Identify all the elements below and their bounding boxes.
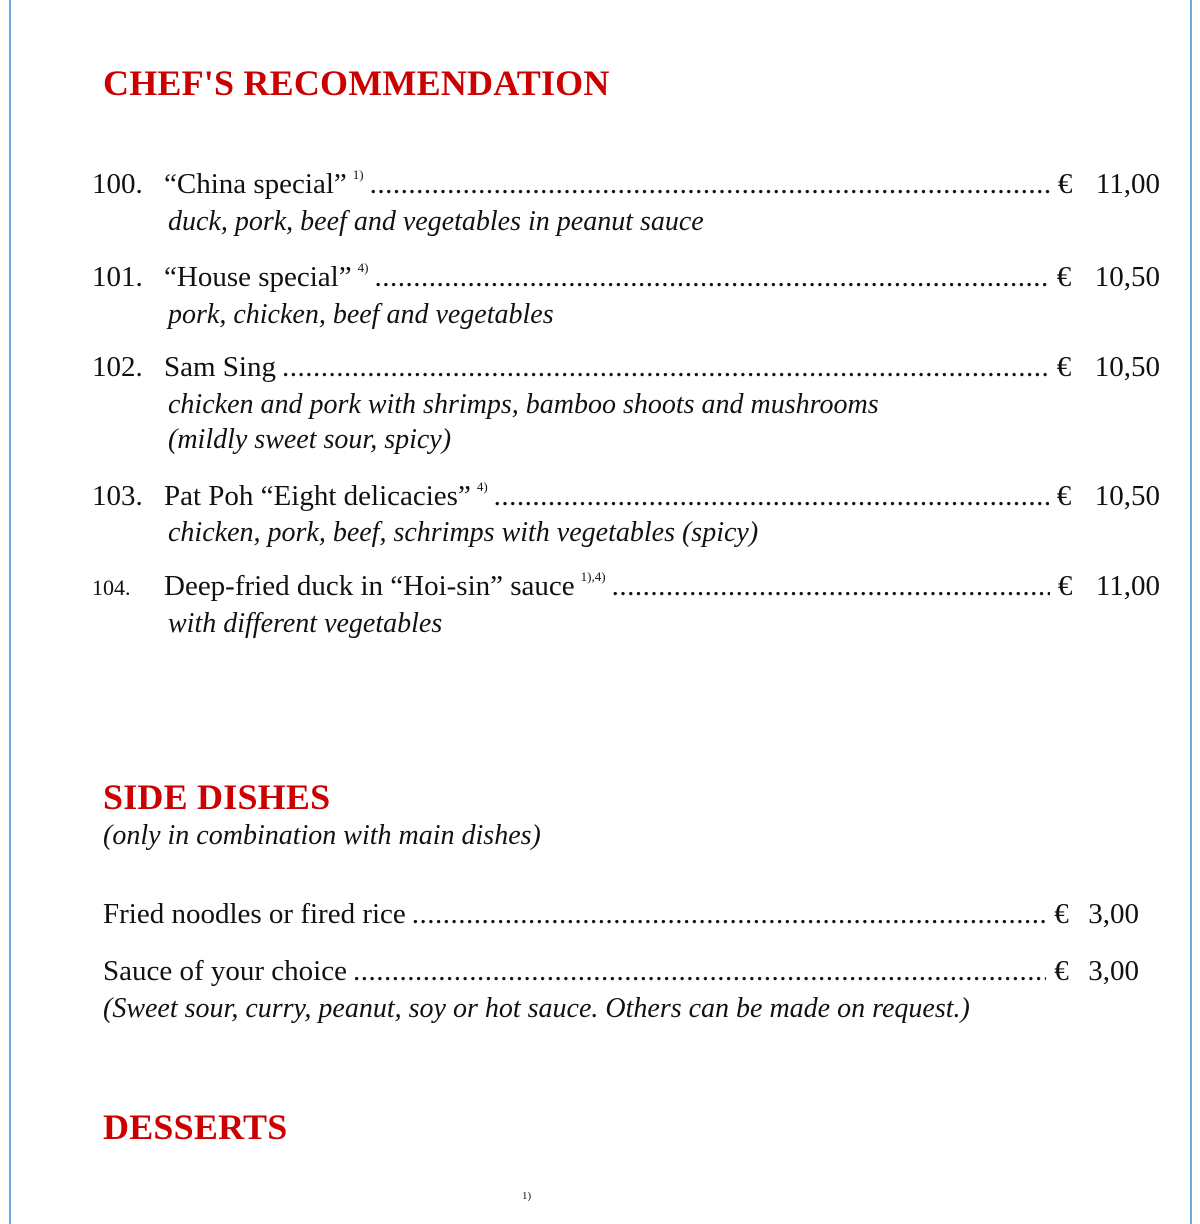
item-description: duck, pork, beef and vegetables in peanut sauce xyxy=(168,206,704,237)
currency-symbol: € xyxy=(1057,168,1073,200)
section-title-desserts: DESSERTS xyxy=(103,1107,288,1147)
dot-leader xyxy=(494,480,1049,513)
item-number: 101. xyxy=(92,261,143,293)
item-name: “China special” xyxy=(164,168,347,200)
dot-leader xyxy=(353,955,1046,988)
menu-item-103 xyxy=(92,480,1160,518)
currency-symbol: € xyxy=(1054,955,1069,987)
item-price: 3,00 xyxy=(1088,955,1139,987)
menu-item-101 xyxy=(92,261,1160,299)
item-name: Pat Poh “Eight delicacies” xyxy=(164,480,471,512)
dot-leader xyxy=(370,168,1050,201)
menu-item-104 xyxy=(92,570,1160,608)
currency-symbol: € xyxy=(1056,261,1072,293)
section-title-side-dishes: SIDE DISHES xyxy=(103,777,331,817)
currency-symbol: € xyxy=(1056,351,1072,383)
item-name: “House special” xyxy=(164,261,352,293)
side-item-noodles-rice xyxy=(103,898,1139,936)
item-description: pork, chicken, beef and vegetables xyxy=(168,299,554,330)
item-price: 10,50 xyxy=(1094,480,1160,512)
allergen-note: 4) xyxy=(357,260,369,275)
item-number: 102. xyxy=(92,351,143,383)
item-price: 10,50 xyxy=(1094,351,1160,383)
sauce-options-note: (Sweet sour, curry, peanut, soy or hot sauce. Others can be made on request.) xyxy=(103,993,970,1024)
allergen-note: 1) xyxy=(522,1190,532,1202)
dot-leader xyxy=(612,570,1050,603)
section-title-chefs-recommendation: CHEF'S RECOMMENDATION xyxy=(103,63,610,103)
item-name: Fried noodles or fired rice xyxy=(103,898,406,930)
item-price: 3,00 xyxy=(1088,898,1139,930)
item-name: Sauce of your choice xyxy=(103,955,347,987)
item-number: 104. xyxy=(92,575,131,600)
allergen-note: 1) xyxy=(352,167,364,182)
dot-leader xyxy=(282,351,1049,384)
item-description: chicken and pork with shrimps, bamboo shoots and mushrooms xyxy=(168,389,879,420)
item-name: Deep-fried duck in “Hoi-sin” sauce xyxy=(164,570,575,602)
item-price: 11,00 xyxy=(1095,168,1160,200)
side-item-sauce xyxy=(103,955,1139,993)
item-price: 11,00 xyxy=(1095,570,1160,602)
currency-symbol: € xyxy=(1056,480,1072,512)
side-dishes-note: (only in combination with main dishes) xyxy=(103,820,541,851)
item-description-note: (mildly sweet sour, spicy) xyxy=(168,424,452,455)
item-name: Sam Sing xyxy=(164,351,276,383)
menu-item-100 xyxy=(92,168,1160,206)
item-description: with different vegetables xyxy=(168,608,443,639)
allergen-note: 4) xyxy=(476,479,488,494)
item-number: 100. xyxy=(92,168,143,200)
item-number: 103. xyxy=(92,480,143,512)
item-price: 10,50 xyxy=(1094,261,1160,293)
allergen-note: 1),4) xyxy=(580,569,606,584)
currency-symbol: € xyxy=(1054,898,1069,930)
item-description: chicken, pork, beef, schrimps with vegetables (spicy) xyxy=(168,517,759,548)
dot-leader xyxy=(412,898,1046,931)
dot-leader xyxy=(374,261,1048,294)
currency-symbol: € xyxy=(1057,570,1073,602)
menu-item-102 xyxy=(92,351,1160,389)
